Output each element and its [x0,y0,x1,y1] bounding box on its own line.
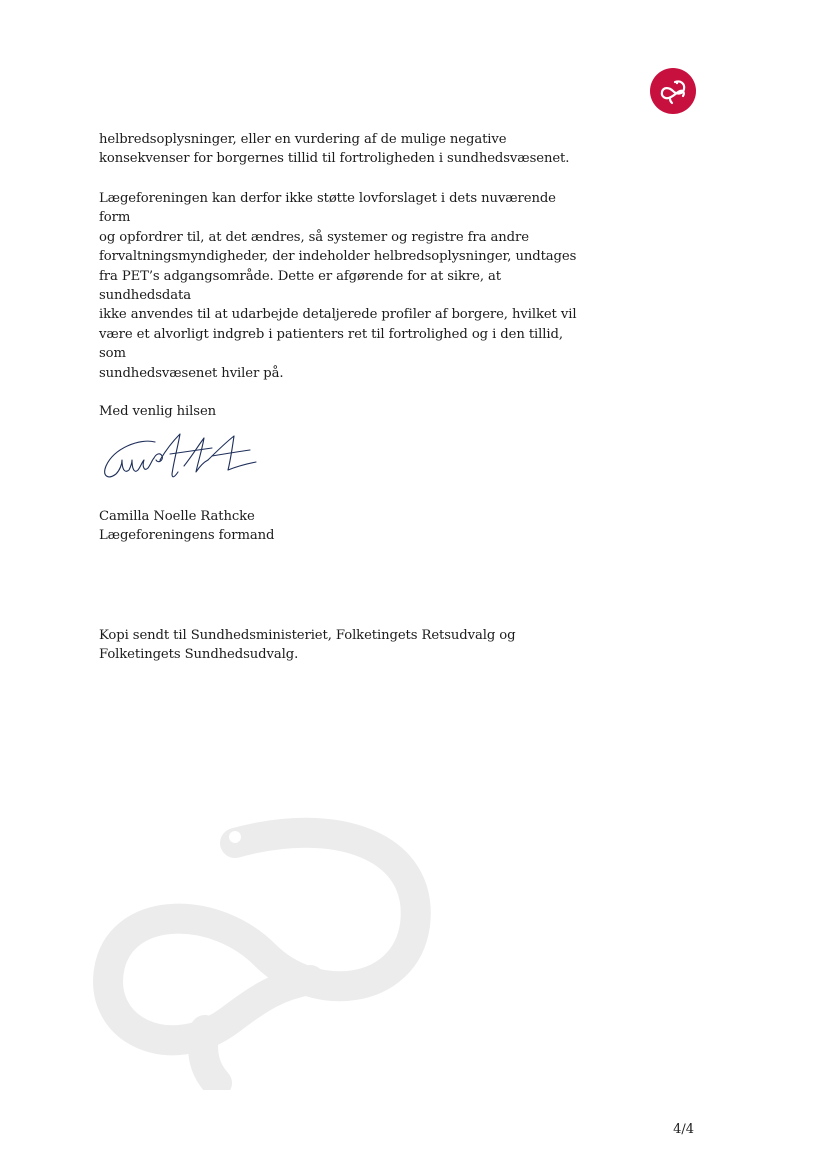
text-line: være et alvorligt indgreb i patienters ret til fortrolighed og i den tillid, som [99,326,563,362]
text-line: ikke anvendes til at udarbejde detaljerede profiler af borgere, hvilket vil [99,307,577,323]
closing-text: Med venlig hilsen [99,404,217,419]
text-line: Folketingets Sundhedsudvalg. [99,647,299,663]
signatory-name: Camilla Noelle Rathcke [99,509,255,524]
body-paragraph-2 [99,189,579,383]
text-line: forvaltningsmyndigheder, der indeholder helbredsoplysninger, undtages [99,249,577,265]
text-line: konsekvenser for borgernes tillid til fortroligheden i sundhedsvæsenet. [99,151,570,167]
closing-salutation [99,402,579,421]
text-line: sundhedsvæsenet hviler på. [99,365,284,381]
page-number: 4/4 [673,1122,694,1137]
text-line: og opfordrer til, at det ændres, så systemer og registre fra andre [99,229,529,245]
handwritten-signature [100,430,260,490]
text-line: helbredsoplysninger, eller en vurdering af de mulige negative [99,132,507,147]
text-line: fra PET’s adgangsområde. Dette er afgørende for at sikre, at sundhedsdata [99,268,501,304]
snake-logo-icon [650,68,696,114]
body-paragraph-1 [99,130,579,169]
text-line: Lægeforeningen kan derfor ikke støtte lovforslaget i dets nuværende form [99,191,556,226]
signatory-block [99,507,579,546]
snake-watermark-icon [85,815,445,1090]
text-line: Kopi sendt til Sundhedsministeriet, Folketingets Retsudvalg og [99,628,516,643]
signatory-title: Lægeforeningens formand [99,528,275,544]
copy-recipients [99,626,579,665]
